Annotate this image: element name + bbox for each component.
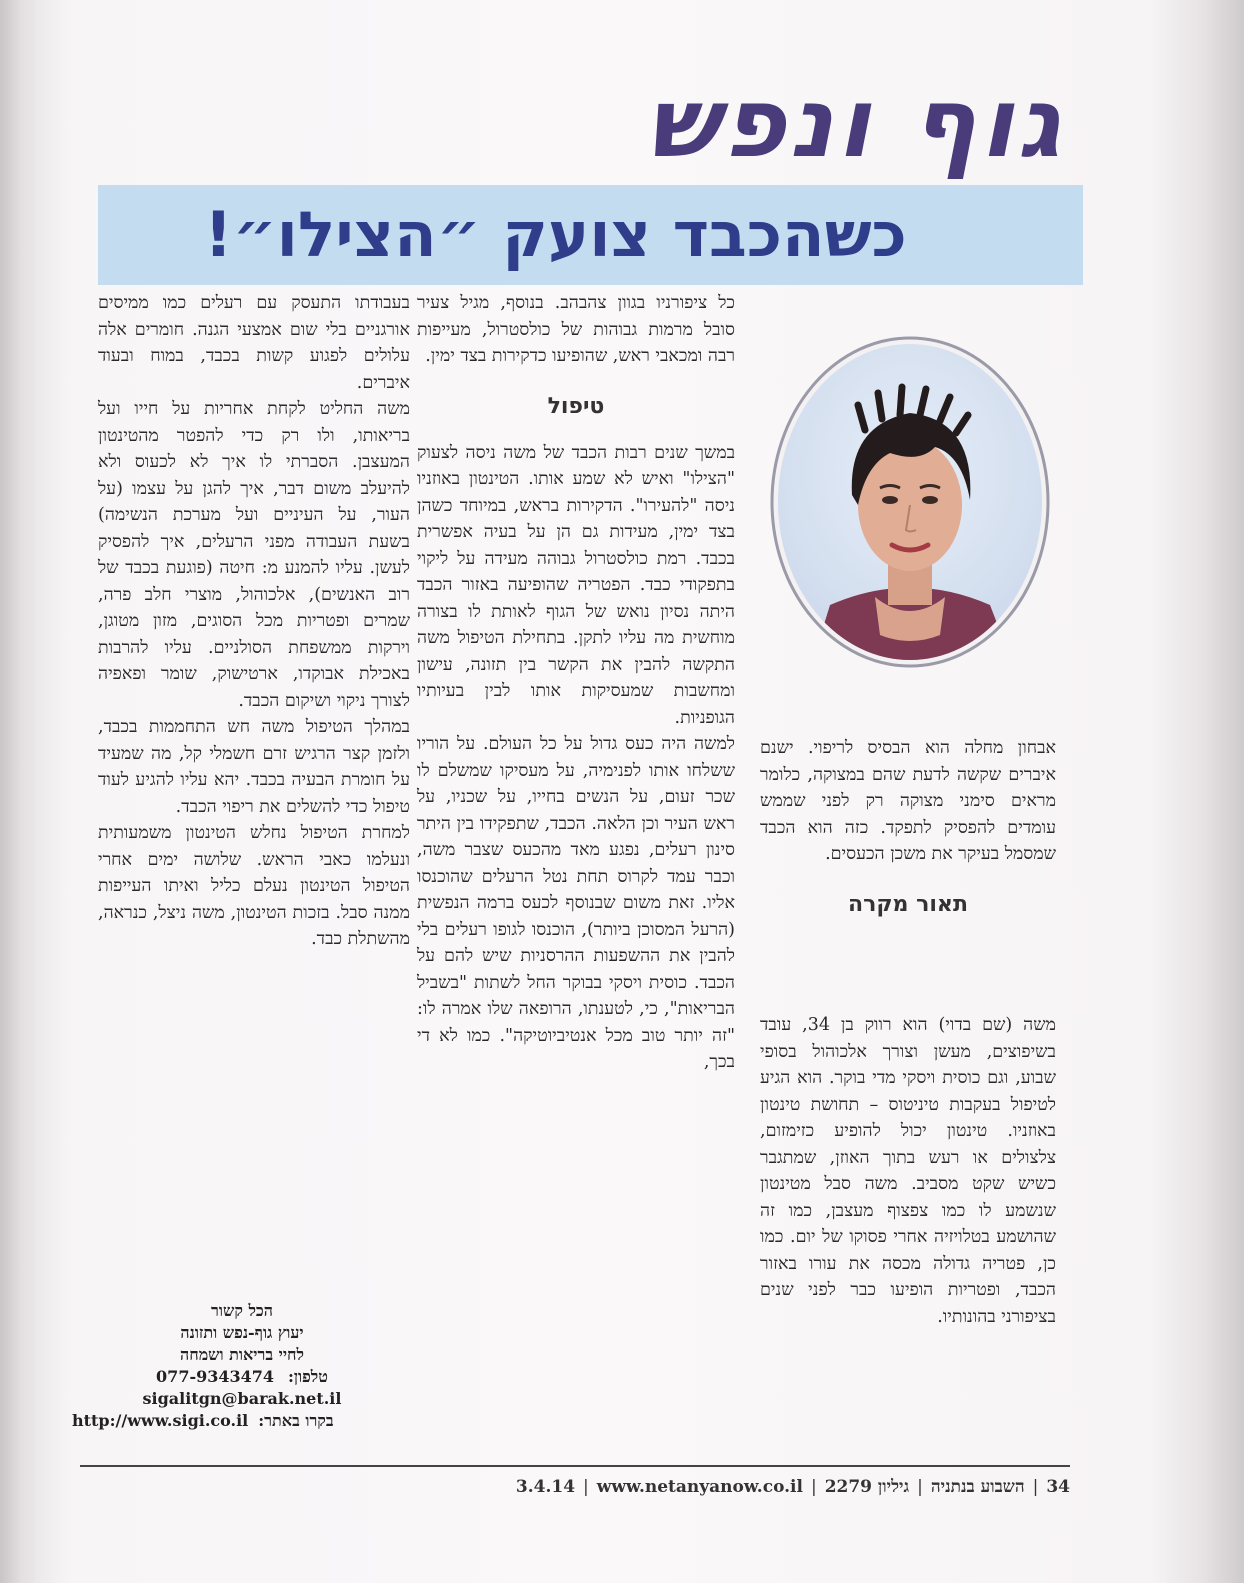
- paper-name: השבוע בנתניה: [930, 1477, 1025, 1497]
- contact-heading: הכל קשור: [211, 1301, 273, 1320]
- page-fold-shadow: [0, 0, 38, 1583]
- contact-box: [72, 1300, 412, 1432]
- footer-rule: [80, 1465, 1070, 1467]
- contact-phone-row: [72, 1366, 412, 1388]
- section-brand: גוף ונפש: [646, 67, 1064, 179]
- website-link[interactable]: http://www.sigi.co.il: [72, 1411, 249, 1430]
- column-right-case: [760, 1012, 1056, 1330]
- mid-paragraph-3: למשה היה כעס גדול על כל העולם. על הוריו ששלחו אותו לפנימיה, על מעסיקו שמשלם לו שכר זעום, על הנשים בחייו, על שכניו, על ראש העיר וכן הלאה. הכבד, שתפקידו בין היתר סינון רעלים, נפגע מאד מהכעס שצבר משה, וכבר עמד לקרוס תחת נטל הרעלים שהוכנסו אליו. זאת משום שבנוסף לכעס ברמה הנפשית (הרעל המסוכן ביותר), הוכנסו לגופו רעלים בלי להבין את ההשפעות ההרסניות שיש להם על הכבד. כוסית ויסקי בבוקר החל לשתות "בשביל הבריאות", כי, לטענתו, הרופאה שלו אמרה לו: "זה יותר טוב מכל אנטיביוטיקה". כמו לא די בכך,: [417, 734, 735, 1072]
- column-left: [98, 290, 410, 953]
- footer-separator: |: [917, 1477, 923, 1497]
- left-paragraph-1: בעבודתו התעסק עם רעלים כמו ממיסים אורגניים בלי שום אמצעי הגנה. חומרים אלה עלולים לפגוע קשות בכבד, במוח ובעוד איברים.: [98, 293, 410, 393]
- author-portrait: [770, 335, 1050, 670]
- left-paragraph-2: משה החליט לקחת אחריות על חייו ועל בריאותו, ולו רק כדי להפטר מהטינטון המעצבן. הסברתי לו איך לא לכעוס ולא להיעלב משום דבר, איך להגן על עצמו (על העור, על העיניים ועל מערכת הנשימה) בשעת העבודה מפני הרעלים, איך להפסיק לעשן. עליו להמנע מ: חיטה (פוגעת בכבד של רוב האנשים), אלכוהול, מוצרי חלב פרה, שמרים ופטריות מכל הסוגים, מזון מטוגן, וירקות ממשפחת הסולניים. עליו להרבות באכילת אבוקדו, ארטישוק, שומר ופאפיה לצורך ניקוי ושיקום הכבד.: [98, 399, 410, 711]
- phone-label: טלפון:: [288, 1367, 328, 1386]
- mid-paragraph-2: במשך שנים רבות הכבד של משה ניסה לצעוק "הצילו" ואיש לא שמע אותו. הטינטון באוזניו ניסה "להעירו". הדקירות בראש, במיוחד כשהן בצד ימין, מעידות גם הן על בעיה אפשרית בכבד. רמת כולסטרול גבוהה מעידה על ליקוי בתפקודי כבד. הפטריה שהופיעה באזור הכבד היתה נסיון נואש של הגוף לאותת לו בצורה מוחשית מה עליו לתקן. בתחילת הטיפול משה התקשה להבין את הקשר בין תזונה, עישון ומחשבות שמעסיקות אותו לבין בעיותיו הגופניות.: [417, 442, 735, 728]
- mid-paragraph-1: כל ציפורניו בגוון צהבהב. בנוסף, מגיל צעיר סובל מרמות גבוהות של כולסטרול, מעייפות רבה ומכאבי ראש, שהופיעו כדקירות בצד ימין.: [417, 293, 735, 366]
- case-heading: תאור מקרה: [848, 891, 968, 917]
- contact-email[interactable]: sigalitgn@barak.net.il: [142, 1389, 342, 1408]
- left-paragraph-3: במהלך הטיפול משה חש התחממות בכבד, ולזמן קצר הרגיש זרם חשמלי קל, מה שמעיד על חומרת הבעיה בכבד. יהא עליו להגיע לעוד טיפול כדי להשלים את ריפוי הכבד.: [98, 717, 410, 817]
- site-url[interactable]: www.netanyanow.co.il: [596, 1477, 803, 1497]
- headline-text: כשהכבד צועק ״הצילו״!: [204, 198, 907, 271]
- treatment-heading: טיפול: [547, 393, 605, 419]
- case-paragraph: משה (שם בדוי) הוא רווק בן 34, עובד בשיפוצים, מעשן וצורך אלכוהול בסופי שבוע, וגם כוסית ויסקי מדי בוקר. הוא הגיע לטיפול בעקבות טיניטוס – תחושת טינטון באוזניו. טינטון יכול להופיע כזימזום, צלצולים או רעש בתוך האוזן, שמתגבר כשיש שקט מסביב. משה סבל מטינטון שנשמע לו כמו צפצוף מעצבן, כמו זה שהושמע בטלויזיה אחרי פסוקו של יום. כמו כן, פטריה גדולה מכסה את עורו באזור הכבד, ופטריות הופיעו כבר לפני שנים בציפורני בהונותיו.: [760, 1015, 1056, 1327]
- web-label: בקרו באתר:: [258, 1411, 334, 1430]
- issue-number: גיליון 2279: [824, 1477, 910, 1497]
- issue-date: 3.4.14: [515, 1477, 576, 1497]
- headline-banner: [98, 185, 1083, 285]
- left-paragraph-4: למחרת הטיפול נחלש הטינטון משמעותית ונעלמו כאבי הראש. שלושה ימים אחרי הטיפול הטינטון נעלם כליל ואיתו העייפות ממנה סבל. בזכות הטינטון, משה ניצל, כנראה, מהשתלת כבד.: [98, 823, 410, 949]
- contact-line-1: יעוץ גוף-נפש ותזונה: [180, 1323, 304, 1342]
- column-middle: [417, 290, 735, 1076]
- page-number: 34: [1046, 1477, 1070, 1497]
- contact-line-2: לחיי בריאות ושמחה: [180, 1345, 304, 1364]
- contact-web-row: [72, 1410, 412, 1432]
- intro-paragraph: אבחון מחלה הוא הבסיס לריפוי. ישנם איברים שקשה לדעת שהם במצוקה, כלומר מראים סימני מצוקה רק לפני שממש עומדים להפסיק לתפקד. כזה הוא הכבד שמסמל בעיקר את משכן הכעסים.: [760, 738, 1056, 864]
- footer-separator: |: [1032, 1477, 1039, 1497]
- page-footer: [380, 1472, 1070, 1502]
- footer-separator: |: [810, 1477, 817, 1497]
- footer-separator: |: [583, 1477, 589, 1497]
- phone-number[interactable]: 077-9343474: [156, 1367, 275, 1386]
- column-right-intro: [760, 735, 1056, 938]
